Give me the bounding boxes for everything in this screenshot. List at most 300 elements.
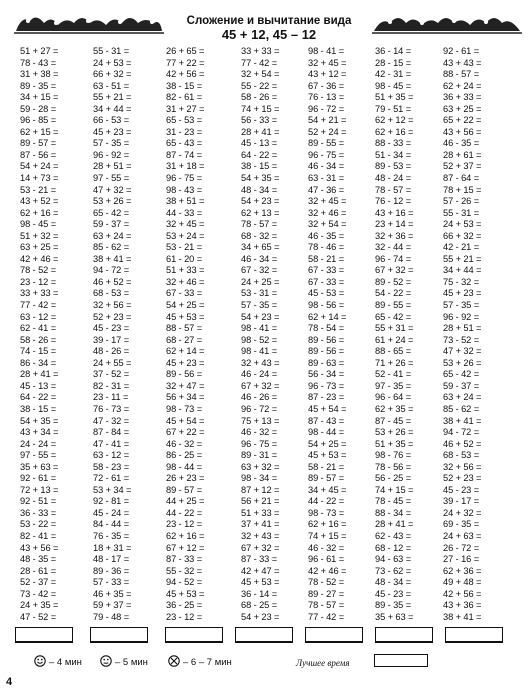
exercise-item: 51 + 35 =	[375, 438, 414, 449]
exercise-item: 36 - 33 =	[20, 507, 57, 518]
exercise-item: 89 - 56 =	[308, 334, 345, 345]
exercise-item: 98 - 44 =	[166, 461, 203, 472]
exercise-item: 59 - 28 =	[20, 103, 57, 114]
exercise-item: 32 + 43 =	[241, 357, 280, 368]
exercise-item: 44 - 33 =	[166, 207, 203, 218]
exercise-item: 42 + 47 =	[241, 565, 280, 576]
exercise-column-7	[443, 46, 523, 623]
answer-box[interactable]	[445, 627, 503, 643]
exercise-item: 96 - 75 =	[166, 173, 203, 184]
exercise-item: 87 - 33 =	[241, 554, 278, 565]
exercise-item: 62 + 16 =	[308, 519, 347, 530]
exercise-item: 67 + 12 =	[166, 542, 205, 553]
exercise-item: 87 - 64 =	[443, 173, 480, 184]
exercise-item: 63 - 12 =	[20, 311, 57, 322]
exercise-item: 24 + 63 =	[443, 530, 482, 541]
exercise-item: 68 - 53 =	[93, 288, 130, 299]
exercise-item: 43 + 16 =	[375, 207, 414, 218]
exercise-item: 51 + 33 =	[241, 507, 280, 518]
exercise-item: 53 - 22 =	[20, 519, 57, 530]
exercise-item: 58 - 23 =	[93, 461, 130, 472]
exercise-item: 37 - 52 =	[93, 369, 130, 380]
exercise-item: 78 - 52 =	[20, 265, 57, 276]
exercise-item: 92 - 61 =	[443, 46, 480, 56]
exercise-item: 45 + 23 =	[166, 357, 205, 368]
exercise-item: 43 + 34 =	[20, 427, 59, 438]
exercise-column-1	[20, 46, 100, 623]
exercise-item: 89 - 57 =	[166, 484, 203, 495]
exercise-item: 62 + 12 =	[375, 115, 414, 126]
exercise-item: 98 - 52 =	[241, 334, 278, 345]
exercise-item: 42 - 31 =	[375, 69, 412, 80]
exercise-item: 47 + 32 =	[443, 346, 482, 357]
exercise-item: 45 - 13 =	[241, 138, 278, 149]
exercise-item: 33 + 33 =	[20, 288, 59, 299]
exercise-item: 68 - 25 =	[241, 600, 278, 611]
exercise-item: 36 + 33 =	[443, 92, 482, 103]
exercise-item: 65 - 42 =	[375, 311, 412, 322]
exercise-item: 66 + 32 =	[93, 69, 132, 80]
exercise-item: 74 + 15 =	[375, 484, 414, 495]
exercise-item: 61 + 24 =	[375, 334, 414, 345]
exercise-item: 75 - 32 =	[443, 276, 480, 287]
exercise-item: 53 - 31 =	[241, 288, 278, 299]
exercise-item: 98 - 41 =	[241, 346, 278, 357]
exercise-item: 94 - 72 =	[93, 265, 130, 276]
exercise-item: 32 + 56 =	[443, 461, 482, 472]
page-title: Сложение и вычитание вида	[186, 15, 352, 27]
exercise-item: 39 - 17 =	[93, 334, 130, 345]
exercise-item: 69 - 35 =	[443, 519, 480, 530]
exercise-column-3	[166, 46, 246, 623]
exercise-item: 57 - 26 =	[443, 196, 480, 207]
exercise-item: 68 - 32 =	[241, 230, 278, 241]
exercise-item: 47 - 36 =	[308, 184, 345, 195]
exercise-item: 34 + 15 =	[20, 92, 59, 103]
exercise-item: 67 - 33 =	[308, 276, 345, 287]
exercise-item: 89 - 55 =	[375, 300, 412, 311]
exercise-item: 51 - 34 =	[375, 149, 412, 160]
exercise-item: 51 + 27 =	[20, 46, 59, 56]
exercise-item: 66 - 53 =	[93, 115, 130, 126]
exercise-item: 89 - 35 =	[375, 600, 412, 611]
exercise-item: 44 - 22 =	[308, 496, 345, 507]
exercise-item: 66 + 32 =	[443, 230, 482, 241]
exercise-item: 32 + 47 =	[166, 380, 205, 391]
exercise-item: 42 + 56 =	[166, 69, 205, 80]
exercise-item: 78 - 46 =	[308, 242, 345, 253]
exercise-item: 33 + 33 =	[241, 46, 280, 56]
exercise-item: 28 + 51 =	[443, 323, 482, 334]
exercise-item: 92 - 51 =	[20, 496, 57, 507]
exercise-item: 78 + 15 =	[443, 184, 482, 195]
exercise-item: 57 - 35 =	[443, 300, 480, 311]
exercise-item: 86 - 25 =	[166, 450, 203, 461]
exercise-item: 62 + 15 =	[20, 126, 59, 137]
exercise-item: 67 - 33 =	[308, 265, 345, 276]
exercise-item: 32 - 44 =	[375, 242, 412, 253]
answer-box[interactable]	[90, 627, 148, 643]
exercise-item: 47 - 41 =	[93, 438, 130, 449]
exercise-item: 26 + 23 =	[166, 473, 205, 484]
exercise-item: 56 + 34 =	[166, 392, 205, 403]
exercise-item: 65 - 53 =	[166, 115, 203, 126]
exercise-item: 63 - 31 =	[308, 173, 345, 184]
exercise-item: 28 + 41 =	[241, 126, 280, 137]
exercise-item: 48 - 24 =	[375, 173, 412, 184]
exercise-item: 56 - 34 =	[308, 369, 345, 380]
exercise-item: 76 - 35 =	[93, 530, 130, 541]
exercise-item: 61 - 20 =	[166, 253, 203, 264]
exercise-item: 46 - 35 =	[443, 138, 480, 149]
exercise-item: 73 - 62 =	[375, 565, 412, 576]
exercise-item: 28 - 61 =	[20, 565, 57, 576]
exercise-item: 97 - 35 =	[375, 380, 412, 391]
exercise-item: 31 - 23 =	[166, 126, 203, 137]
exercise-item: 78 - 57 =	[308, 600, 345, 611]
exercise-item: 43 + 43 =	[443, 57, 482, 68]
exercise-item: 26 - 72 =	[443, 542, 480, 553]
exercise-item: 63 + 24 =	[443, 392, 482, 403]
exercise-item: 63 + 25 =	[443, 103, 482, 114]
answer-box[interactable]	[15, 627, 73, 643]
exercise-item: 52 - 37 =	[20, 577, 57, 588]
exercise-item: 55 + 21 =	[443, 253, 482, 264]
exercise-item: 98 - 45 =	[20, 219, 57, 230]
exercise-item: 32 + 45 =	[308, 57, 347, 68]
exercise-item: 51 + 35 =	[375, 92, 414, 103]
exercise-item: 36 - 14 =	[241, 588, 278, 599]
exercise-item: 87 - 74 =	[166, 149, 203, 160]
exercise-item: 45 - 23 =	[93, 323, 130, 334]
exercise-item: 42 + 46 =	[308, 565, 347, 576]
exercise-item: 24 + 53 =	[93, 57, 132, 68]
exercise-item: 43 + 56 =	[443, 126, 482, 137]
exercise-item: 65 - 42 =	[93, 207, 130, 218]
exercise-item: 53 + 26 =	[375, 427, 414, 438]
exercise-item: 31 + 27 =	[166, 103, 205, 114]
exercise-item: 46 + 52 =	[93, 276, 132, 287]
exercise-item: 54 + 24 =	[20, 161, 59, 172]
exercise-item: 96 - 92 =	[443, 311, 480, 322]
exercise-item: 96 - 75 =	[308, 149, 345, 160]
exercise-item: 32 + 46 =	[166, 276, 205, 287]
exercise-item: 98 - 41 =	[241, 323, 278, 334]
best-time-box[interactable]	[374, 654, 428, 667]
exercise-item: 34 + 44 =	[443, 265, 482, 276]
neutral-face-icon	[100, 655, 112, 667]
exercise-item: 92 - 61 =	[20, 473, 57, 484]
exercise-item: 32 + 36 =	[375, 230, 414, 241]
exercise-item: 87 + 12 =	[241, 484, 280, 495]
exercise-item: 89 - 55 =	[308, 138, 345, 149]
happy-face-icon	[34, 655, 46, 667]
exercise-item: 52 + 37 =	[443, 161, 482, 172]
exercise-item: 62 + 16 =	[375, 126, 414, 137]
exercise-item: 49 + 48 =	[443, 577, 482, 588]
exercise-item: 78 - 57 =	[375, 184, 412, 195]
exercise-item: 51 + 33 =	[166, 265, 205, 276]
exercise-item: 28 - 15 =	[375, 57, 412, 68]
exercise-item: 28 + 41 =	[375, 519, 414, 530]
exercise-item: 38 + 41 =	[93, 253, 132, 264]
exercise-item: 78 - 57 =	[241, 219, 278, 230]
exercise-item: 58 - 21 =	[308, 253, 345, 264]
exercise-item: 54 + 23 =	[241, 196, 280, 207]
exercise-item: 31 + 18 =	[166, 161, 205, 172]
exercise-item: 64 - 22 =	[241, 149, 278, 160]
exercise-item: 96 - 72 =	[241, 403, 278, 414]
exercise-columns	[20, 46, 510, 621]
page-number: 4	[6, 676, 13, 688]
exercise-item: 63 - 51 =	[93, 80, 130, 91]
exercise-item: 23 - 12 =	[166, 611, 203, 622]
exercise-item: 46 - 35 =	[308, 230, 345, 241]
exercise-item: 77 - 42 =	[20, 300, 57, 311]
exercise-item: 34 + 44 =	[93, 103, 132, 114]
exercise-item: 45 - 23 =	[443, 484, 480, 495]
exercise-item: 46 - 24 =	[241, 369, 278, 380]
exercise-item: 46 + 35 =	[93, 588, 132, 599]
exercise-item: 47 - 52 =	[20, 611, 57, 622]
exercise-item: 48 - 17 =	[93, 554, 130, 565]
exercise-item: 57 - 35 =	[241, 300, 278, 311]
exercise-item: 44 + 25 =	[166, 496, 205, 507]
exercise-item: 82 - 41 =	[20, 530, 57, 541]
exercise-item: 79 - 48 =	[93, 611, 130, 622]
exercise-item: 53 + 24 =	[166, 230, 205, 241]
exercise-item: 53 + 26 =	[93, 196, 132, 207]
exercise-item: 45 + 23 =	[443, 288, 482, 299]
answer-boxes-row	[15, 627, 520, 644]
exercise-item: 87 - 56 =	[20, 149, 57, 160]
exercise-item: 14 + 73 =	[20, 173, 59, 184]
exercise-item: 47 - 32 =	[93, 415, 130, 426]
exercise-item: 67 - 33 =	[166, 288, 203, 299]
exercise-item: 45 + 54 =	[166, 415, 205, 426]
exercise-item: 63 - 12 =	[93, 450, 130, 461]
exercise-item: 24 + 32 =	[443, 507, 482, 518]
exercise-item: 76 - 13 =	[308, 92, 345, 103]
exercise-item: 62 + 14 =	[166, 346, 205, 357]
legend-mid	[100, 655, 148, 671]
exercise-item: 55 + 31 =	[375, 323, 414, 334]
exercise-item: 45 - 53 =	[308, 288, 345, 299]
exercise-item: 18 + 31 =	[93, 542, 132, 553]
exercise-item: 89 - 56 =	[166, 369, 203, 380]
decorative-animal-frieze-right	[372, 11, 522, 35]
exercise-item: 23 - 11 =	[93, 392, 129, 403]
exercise-item: 79 - 51 =	[375, 103, 412, 114]
exercise-item: 92 - 81 =	[93, 496, 130, 507]
exercise-item: 88 - 57 =	[443, 69, 480, 80]
answer-box[interactable]	[305, 627, 363, 643]
exercise-item: 89 - 56 =	[308, 346, 345, 357]
exercise-item: 89 - 63 =	[308, 357, 345, 368]
exercise-item: 39 - 17 =	[443, 496, 480, 507]
exercise-item: 65 - 42 =	[443, 369, 480, 380]
exercise-item: 46 - 34 =	[308, 161, 345, 172]
exercise-item: 32 + 54 =	[241, 69, 280, 80]
crossed-face-icon	[168, 655, 180, 667]
exercise-item: 38 + 41 =	[443, 415, 482, 426]
exercise-item: 55 + 21 =	[93, 92, 132, 103]
exercise-item: 45 + 53 =	[166, 588, 205, 599]
exercise-item: 38 - 15 =	[241, 161, 278, 172]
exercise-column-2	[93, 46, 173, 623]
exercise-item: 89 - 27 =	[308, 588, 345, 599]
exercise-item: 46 + 52 =	[443, 438, 482, 449]
exercise-item: 87 - 43 =	[308, 415, 345, 426]
exercise-item: 87 - 45 =	[375, 415, 412, 426]
legend-slow	[168, 655, 232, 671]
exercise-item: 54 + 23 =	[241, 311, 280, 322]
exercise-item: 45 + 53 =	[241, 577, 280, 588]
exercise-item: 89 - 36 =	[93, 565, 130, 576]
exercise-item: 38 + 41 =	[443, 611, 482, 622]
exercise-item: 45 + 53 =	[308, 450, 347, 461]
exercise-item: 94 - 63 =	[375, 554, 412, 565]
exercise-item: 88 - 33 =	[375, 138, 412, 149]
exercise-item: 32 + 56 =	[93, 300, 132, 311]
exercise-item: 28 + 41 =	[20, 369, 59, 380]
exercise-item: 57 - 33 =	[93, 577, 130, 588]
exercise-item: 24 + 55 =	[93, 357, 132, 368]
exercise-item: 98 - 43 =	[166, 184, 203, 195]
exercise-item: 96 - 74 =	[375, 253, 412, 264]
exercise-item: 63 + 32 =	[241, 461, 280, 472]
answer-box[interactable]	[235, 627, 293, 643]
exercise-item: 98 - 41 =	[308, 46, 345, 56]
exercise-item: 77 - 42 =	[241, 57, 278, 68]
exercise-item: 75 + 13 =	[241, 415, 280, 426]
exercise-item: 67 + 32 =	[375, 265, 414, 276]
exercise-item: 89 - 35 =	[20, 80, 57, 91]
exercise-item: 62 + 14 =	[308, 311, 347, 322]
exercise-item: 86 - 34 =	[20, 357, 57, 368]
exercise-item: 53 + 26 =	[443, 357, 482, 368]
exercise-item: 63 + 25 =	[20, 242, 59, 253]
exercise-item: 53 - 21 =	[20, 184, 57, 195]
exercise-item: 42 + 46 =	[20, 253, 59, 264]
exercise-item: 78 - 54 =	[308, 323, 345, 334]
exercise-item: 54 + 35 =	[20, 415, 59, 426]
exercise-item: 43 + 56 =	[20, 542, 59, 553]
exercise-item: 54 + 25 =	[308, 438, 347, 449]
exercise-item: 55 - 31 =	[93, 46, 130, 56]
exercise-item: 44 - 22 =	[166, 507, 203, 518]
exercise-item: 59 - 37 =	[443, 380, 480, 391]
exercise-item: 76 - 73 =	[93, 403, 130, 414]
exercise-item: 55 - 22 =	[241, 80, 278, 91]
exercise-item: 98 - 44 =	[308, 427, 345, 438]
exercise-item: 96 - 61 =	[308, 554, 345, 565]
exercise-item: 89 - 52 =	[375, 276, 412, 287]
exercise-item: 45 - 13 =	[20, 380, 57, 391]
exercise-item: 77 + 22 =	[166, 57, 205, 68]
exercise-item: 67 + 22 =	[166, 427, 205, 438]
exercise-item: 42 - 21 =	[443, 242, 480, 253]
exercise-item: 23 - 12 =	[20, 276, 57, 287]
exercise-item: 54 + 21 =	[308, 115, 347, 126]
exercise-item: 32 + 45 =	[308, 196, 347, 207]
exercise-item: 78 - 52 =	[308, 577, 345, 588]
exercise-item: 47 + 32 =	[93, 184, 132, 195]
exercise-item: 35 + 63 =	[375, 611, 414, 622]
exercise-item: 89 - 57 =	[308, 473, 345, 484]
exercise-item: 67 - 32 =	[241, 265, 278, 276]
exercise-item: 52 - 41 =	[375, 369, 412, 380]
exercise-item: 96 - 75 =	[241, 438, 278, 449]
exercise-item: 82 - 31 =	[93, 380, 130, 391]
exercise-item: 34 + 45 =	[308, 484, 347, 495]
exercise-item: 87 - 84 =	[93, 427, 130, 438]
exercise-item: 71 + 26 =	[375, 357, 414, 368]
exercise-item: 24 + 53 =	[443, 219, 482, 230]
exercise-item: 23 - 12 =	[166, 519, 203, 530]
exercise-item: 65 - 43 =	[166, 138, 203, 149]
exercise-item: 62 + 13 =	[241, 207, 280, 218]
exercise-item: 98 - 34 =	[241, 473, 278, 484]
exercise-item: 65 + 22 =	[443, 115, 482, 126]
exercise-item: 88 - 57 =	[166, 323, 203, 334]
exercise-item: 89 - 57 =	[20, 138, 57, 149]
exercise-item: 98 - 76 =	[375, 450, 412, 461]
exercise-item: 57 - 35 =	[93, 138, 130, 149]
exercise-item: 48 - 35 =	[20, 554, 57, 565]
exercise-item: 97 - 55 =	[93, 173, 130, 184]
exercise-item: 55 - 31 =	[443, 207, 480, 218]
answer-box[interactable]	[375, 627, 433, 643]
exercise-item: 38 - 15 =	[20, 403, 57, 414]
answer-box[interactable]	[165, 627, 223, 643]
exercise-item: 46 - 26 =	[241, 392, 278, 403]
exercise-item: 88 - 65 =	[375, 346, 412, 357]
exercise-item: 63 + 24 =	[93, 230, 132, 241]
page-subtitle: 45 + 12, 45 – 12	[221, 27, 317, 42]
exercise-item: 98 - 73 =	[166, 403, 203, 414]
decorative-animal-frieze-left	[14, 11, 164, 35]
exercise-item: 87 - 33 =	[166, 554, 203, 565]
exercise-item: 46 - 32 =	[241, 427, 278, 438]
exercise-item: 48 - 34 =	[375, 577, 412, 588]
exercise-item: 85 - 62 =	[93, 242, 130, 253]
exercise-item: 76 - 12 =	[375, 196, 412, 207]
exercise-item: 23 + 14 =	[375, 219, 414, 230]
exercise-item: 59 - 37 =	[93, 219, 130, 230]
legend-fast-label: – 4 мин	[49, 657, 82, 668]
exercise-item: 31 + 38 =	[20, 69, 59, 80]
exercise-item: 48 - 26 =	[93, 346, 130, 357]
exercise-item: 53 - 21 =	[166, 242, 203, 253]
exercise-item: 45 + 23 =	[93, 126, 132, 137]
exercise-item: 52 + 23 =	[443, 473, 482, 484]
exercise-item: 97 - 55 =	[20, 450, 57, 461]
exercise-item: 45 - 23 =	[375, 588, 412, 599]
exercise-item: 34 + 65 =	[241, 242, 280, 253]
exercise-item: 67 + 32 =	[241, 380, 280, 391]
exercise-item: 46 - 32 =	[308, 542, 345, 553]
exercise-item: 28 + 61 =	[443, 149, 482, 160]
legend-fast	[34, 655, 82, 671]
exercise-item: 43 + 52 =	[20, 196, 59, 207]
exercise-item: 43 + 36 =	[443, 600, 482, 611]
exercise-item: 89 - 31 =	[241, 450, 278, 461]
exercise-item: 35 + 63 =	[20, 461, 59, 472]
exercise-item: 96 - 85 =	[20, 115, 57, 126]
exercise-item: 62 + 36 =	[443, 565, 482, 576]
exercise-item: 51 + 32 =	[20, 230, 59, 241]
